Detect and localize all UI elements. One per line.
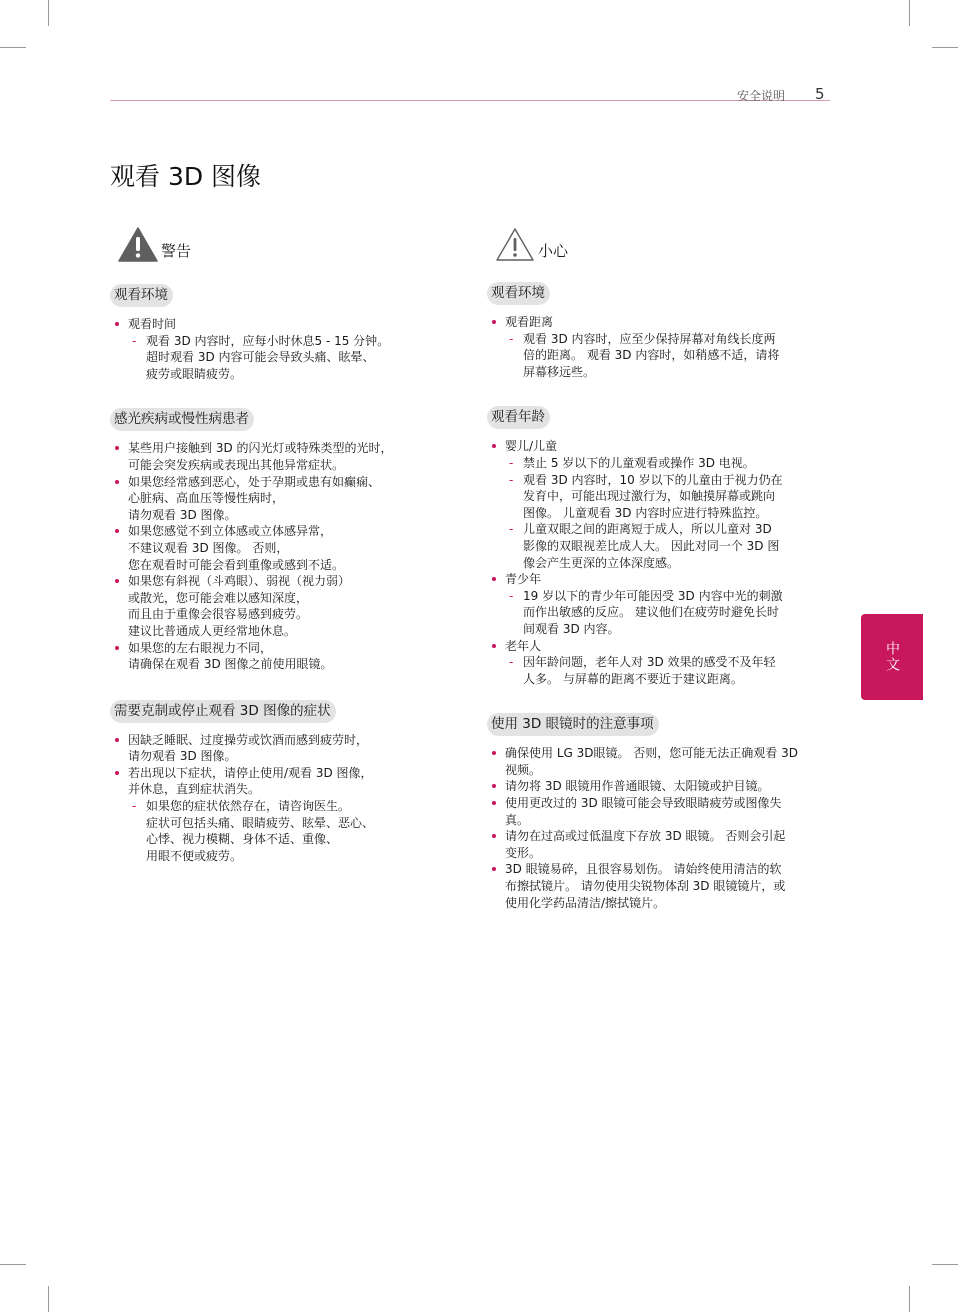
list-item-text: 某些用户接触到 3D 的闪光灯或特殊类型的光时， 可能会突发疾病或表现出其他异常症状。 xyxy=(128,441,393,472)
section-heading: 感光疾病或慢性病患者 xyxy=(110,408,254,431)
header-rule xyxy=(110,100,830,101)
bullet-list xyxy=(487,314,812,380)
caution-section xyxy=(487,713,812,911)
sub-list-item: - 禁止 5 岁以下的儿童观看或操作 3D 电视。 xyxy=(503,455,812,472)
list-item-text: 请勿在过高或过低温度下存放 3D 眼镜。 否则会引起 变形。 xyxy=(505,829,786,860)
page-number: 5 xyxy=(815,85,825,103)
language-side-tab-label: 中文 xyxy=(884,641,900,673)
caution-sections xyxy=(487,282,812,911)
bullet-list xyxy=(110,440,435,672)
crop-mark-top-right-h xyxy=(932,47,958,48)
list-item xyxy=(487,438,812,571)
language-side-tab xyxy=(861,614,923,700)
crop-mark-bottom-left-v xyxy=(48,1286,49,1312)
warning-section xyxy=(110,284,435,382)
caution-column xyxy=(487,226,812,911)
section-heading: 观看年龄 xyxy=(487,406,550,429)
list-item-text: 如果您的左右眼视力不同， 请确保在观看 3D 图像之前使用眼镜。 xyxy=(128,640,333,672)
bullet-list xyxy=(110,732,435,865)
list-item xyxy=(487,861,812,911)
sub-list-item: - 19 岁以下的青少年可能因受 3D 内容中光的刺激 而作出敏感的反应。 建议他们在疲劳时避免长时 间观看 3D 内容。 xyxy=(503,588,812,638)
list-item xyxy=(487,638,812,688)
sub-list xyxy=(126,333,435,383)
sub-list-item: - 如果您的症状依然存在，请咨询医生。 症状可包括头痛、眼睛疲劳、眩晕、恶心、 心悸、视力模糊、身体不适、重像、 用眼不便或疲劳。 xyxy=(126,798,435,864)
sub-list xyxy=(503,588,812,638)
crop-mark-bottom-left-h xyxy=(0,1264,26,1265)
list-item xyxy=(110,440,435,473)
warning-label: 警告 xyxy=(161,242,192,260)
list-item-text: 婴儿/儿童 xyxy=(505,439,558,454)
caution-notice xyxy=(495,226,812,262)
sub-list-item: - 观看 3D 内容时，应每小时休息5 - 15 分钟。 超时观看 3D 内容可能会导致头痛、眩晕、 疲劳或眼睛疲劳。 xyxy=(126,333,435,383)
sub-list-item: - 因年龄问题，老年人对 3D 效果的感受不及年轻 人多。 与屏幕的距离不要近于建议距离。 xyxy=(503,654,812,687)
list-item xyxy=(487,828,812,861)
header-section-name: 安全说明 xyxy=(736,89,785,103)
bullet-list xyxy=(487,438,812,687)
list-item-text: 如果您有斜视（斗鸡眼）、弱视（视力弱） 或散光，您可能会难以感知深度， 而且由于重像会很容易感到疲劳。 建议比普通成人更经常地休息。 xyxy=(128,574,351,638)
sub-list xyxy=(126,798,435,864)
caution-label: 小心 xyxy=(538,242,569,260)
sub-list xyxy=(503,331,812,381)
list-item xyxy=(110,573,435,639)
warning-sections xyxy=(110,284,435,864)
crop-mark-top-left-h xyxy=(0,47,26,48)
caution-triangle-outline-icon xyxy=(495,227,535,262)
list-item xyxy=(487,745,812,778)
section-heading: 使用 3D 眼镜时的注意事项 xyxy=(487,713,659,736)
section-heading: 需要克制或停止观看 3D 图像的症状 xyxy=(110,700,336,723)
list-item xyxy=(110,732,435,765)
page-title: 观看 3D 图像 xyxy=(110,162,262,191)
list-item xyxy=(487,314,812,380)
warning-section xyxy=(110,408,435,672)
section-heading: 观看环境 xyxy=(110,284,173,307)
list-item-text: 3D 眼镜易碎，且很容易划伤。 请始终使用清洁的软 布擦拭镜片。 请勿使用尖锐物体刮 3D 眼镜镜片，或 使用化学药品清洁/擦拭镜片。 xyxy=(505,862,786,910)
sub-list-item: - 儿童双眼之间的距离短于成人，所以儿童对 3D 影像的双眼视差比成人大。 因此对同一个 3D 图 像会产生更深的立体深度感。 xyxy=(503,521,812,571)
list-item-text: 如果您感觉不到立体感或立体感异常， 不建议观看 3D 图像。 否则， 您在观看时可能会看到重像或感到不适。 xyxy=(128,524,345,572)
section-heading: 观看环境 xyxy=(487,282,550,305)
list-item xyxy=(110,474,435,524)
list-item-text: 请勿将 3D 眼镜用作普通眼镜、太阳镜或护目镜。 xyxy=(505,779,770,794)
list-item-text: 青少年 xyxy=(505,572,542,587)
crop-mark-bottom-right-h xyxy=(932,1264,958,1265)
caution-section xyxy=(487,282,812,380)
warning-column xyxy=(110,226,435,864)
list-item-text: 观看时间 xyxy=(128,317,177,331)
list-item xyxy=(487,778,812,795)
sub-list xyxy=(503,654,812,687)
list-item-text: 老年人 xyxy=(505,638,542,653)
sub-list-item: - 观看 3D 内容时，应至少保持屏幕对角线长度两 倍的距离。 观看 3D 内容时，如稍感不适，请将 屏幕移远些。 xyxy=(503,331,812,381)
sub-list-item: - 观看 3D 内容时，10 岁以下的儿童由于视力仍在 发育中，可能出现过激行为，如触摸屏幕或跳向 图像。 儿童观看 3D 内容时应进行特殊监控。 xyxy=(503,472,812,522)
caution-section xyxy=(487,406,812,687)
list-item-text: 观看距离 xyxy=(505,315,554,329)
list-item-text: 因缺乏睡眠、过度操劳或饮酒而感到疲劳时， 请勿观看 3D 图像。 xyxy=(128,732,369,764)
bullet-list xyxy=(110,316,435,382)
crop-mark-top-right-v xyxy=(909,0,910,26)
list-item xyxy=(487,795,812,828)
list-item xyxy=(487,571,812,637)
sub-list xyxy=(503,455,812,571)
crop-mark-top-left-v xyxy=(48,0,49,26)
crop-mark-bottom-right-v xyxy=(909,1286,910,1312)
list-item-text: 若出现以下症状，请停止使用/观看 3D 图像， 并休息，直到症状消失。 xyxy=(128,765,373,797)
warning-notice xyxy=(118,226,435,262)
warning-section xyxy=(110,700,435,865)
list-item xyxy=(110,640,435,673)
list-item-text: 确保使用 LG 3D眼镜。 否则，您可能无法正确观看 3D 视频。 xyxy=(505,746,798,777)
list-item-text: 使用更改过的 3D 眼镜可能会导致眼睛疲劳或图像失 真。 xyxy=(505,796,782,827)
list-item-text: 如果您经常感到恶心，处于孕期或患有如癫痫、 心脏病、高血压等慢性病时， 请勿观看 3D 图像。 xyxy=(128,474,381,522)
list-item xyxy=(110,316,435,382)
warning-triangle-filled-icon xyxy=(118,227,158,262)
list-item xyxy=(110,523,435,573)
bullet-list xyxy=(487,745,812,911)
list-item xyxy=(110,765,435,865)
